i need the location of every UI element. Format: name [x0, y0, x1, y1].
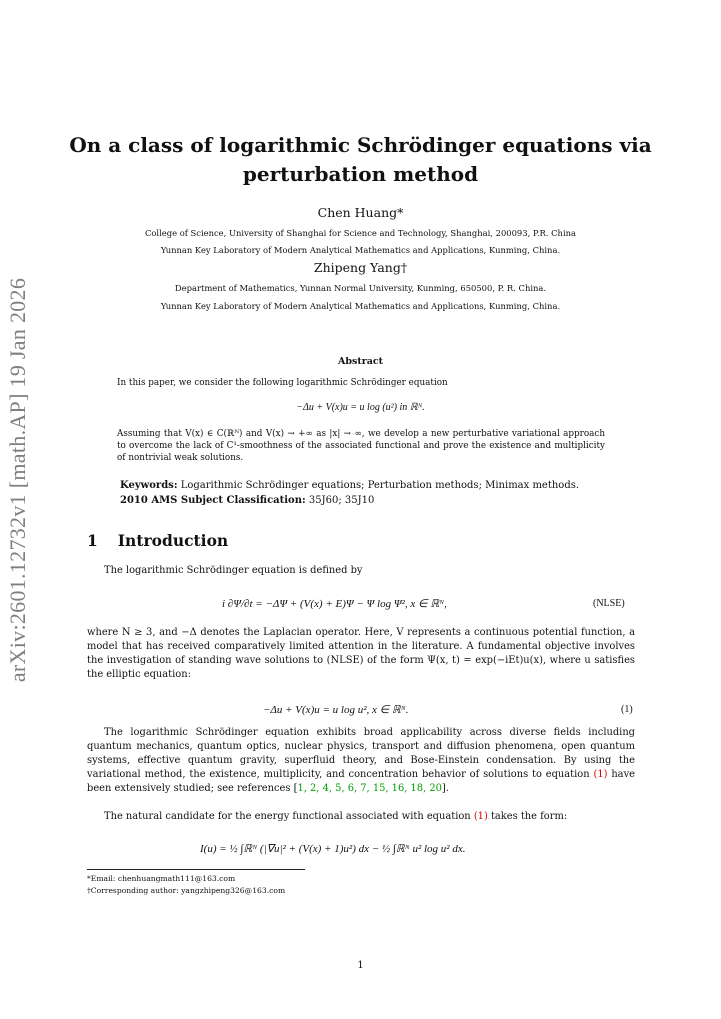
footnote-1: *Email: chenhuangmath111@163.com: [87, 874, 236, 883]
intro-p4-text-b: takes the form:: [487, 811, 568, 822]
page-number: 1: [357, 960, 364, 971]
intro-paragraph-2: where N ≥ 3, and −Δ denotes the Laplacian operator. Here, V represents a continuous potential function, a model that has received comparatively limited attention in the literature. A fundamental objective involves the investigation of standing wave solutions to (NLSE) of the form Ψ(x, t) = exp(−iEt)u(x), where u satisfies the elliptic equation:: [87, 627, 635, 680]
section-number: 1: [87, 531, 98, 550]
author-2: Zhipeng Yang†: [313, 260, 408, 275]
author-1-affiliation-2: Yunnan Key Laboratory of Modern Analytical Mathematics and Applications, Kunming, China.: [160, 245, 561, 255]
footnote-2: †Corresponding author: yangzhipeng326@163.com: [87, 886, 286, 895]
equation-ref-link-2[interactable]: (1): [473, 811, 488, 822]
intro-p3-text-b: have been extensively studied; see references [: [87, 769, 635, 794]
intro-paragraph-3: [87, 726, 635, 796]
keywords-label: Keywords:: [120, 480, 178, 491]
author-2-affiliation-1: Department of Mathematics, Yunnan Normal University, Kunming, 650500, P. R. China.: [174, 283, 547, 293]
intro-p3-text-c: ].: [441, 783, 449, 794]
intro-paragraph-4: [87, 810, 635, 824]
author-1: Chen Huang*: [317, 205, 404, 220]
abstract-equation: −Δu + V(x)u = u log (u²) in ℝᴺ.: [296, 402, 425, 413]
paper-title: [0, 131, 721, 189]
footnote-rule: [87, 869, 305, 870]
nlse-label: (NLSE): [593, 598, 625, 609]
ams-line: [120, 494, 610, 508]
intro-paragraph-1: The logarithmic Schrödinger equation is defined by: [104, 565, 363, 576]
intro-p4-text-a: The natural candidate for the energy functional associated with equation: [104, 811, 474, 822]
abstract-heading: Abstract: [337, 356, 384, 367]
title-line-2: perturbation method: [242, 162, 479, 186]
ams-text: 35J60; 35J10: [308, 495, 375, 506]
section-heading: [87, 531, 228, 550]
citation-links[interactable]: 1, 2, 4, 5, 6, 7, 15, 16, 18, 20: [297, 783, 442, 794]
abstract-paragraph-2: Assuming that V(x) ∈ C(ℝᴺ) and V(x) → +∞ as |x| → ∞, we develop a new perturbative variational approach to overcome the lack of C¹-smoothness of the associated functional and prove the existence and multiplicity of nontrivial weak solutions.: [117, 429, 605, 463]
keywords-text: Logarithmic Schrödinger equations; Perturbation methods; Minimax methods.: [180, 480, 580, 491]
author-2-affiliation-2: Yunnan Key Laboratory of Modern Analytical Mathematics and Applications, Kunming, China.: [160, 301, 561, 311]
energy-functional-equation: I(u) = ½ ∫ℝᴺ (|∇u|² + (V(x) + 1)u²) dx − ½ ∫ℝᴺ u² log u² dx.: [200, 843, 466, 855]
equation-ref-link[interactable]: (1): [593, 769, 608, 780]
equation-1-label: (1): [621, 704, 633, 715]
section-title: Introduction: [117, 531, 229, 550]
arxiv-id: arXiv:2601.12732v1 [math.AP] 19 Jan 2026: [5, 277, 30, 683]
ams-label: 2010 AMS Subject Classification:: [120, 495, 306, 506]
equation-1: −Δu + V(x)u = u log u², x ∈ ℝᴺ.: [263, 704, 409, 716]
nlse-equation: i ∂Ψ/∂t = −ΔΨ + (V(x) + E)Ψ − Ψ log Ψ², x ∈ ℝᴺ,: [222, 598, 447, 610]
intro-p3-text-a: The logarithmic Schrödinger equation exhibits broad applicability across diverse fields including quantum mechanics, quantum optics, nuclear physics, transport and diffusion phenomena, open quantum systems, effective quantum gravity, superfluid theory, and Bose-Einstein condensation. By using the variational method, the existence, multiplicity, and concentration behavior of solutions to equation: [87, 727, 635, 780]
author-1-affiliation-1: College of Science, University of Shanghai for Science and Technology, Shanghai, 200093, P.R. China: [144, 228, 577, 238]
abstract-paragraph-1: In this paper, we consider the following logarithmic Schrödinger equation: [117, 378, 448, 388]
title-line-1: On a class of logarithmic Schrödinger equations via: [69, 133, 652, 157]
keywords-line: [120, 479, 610, 493]
